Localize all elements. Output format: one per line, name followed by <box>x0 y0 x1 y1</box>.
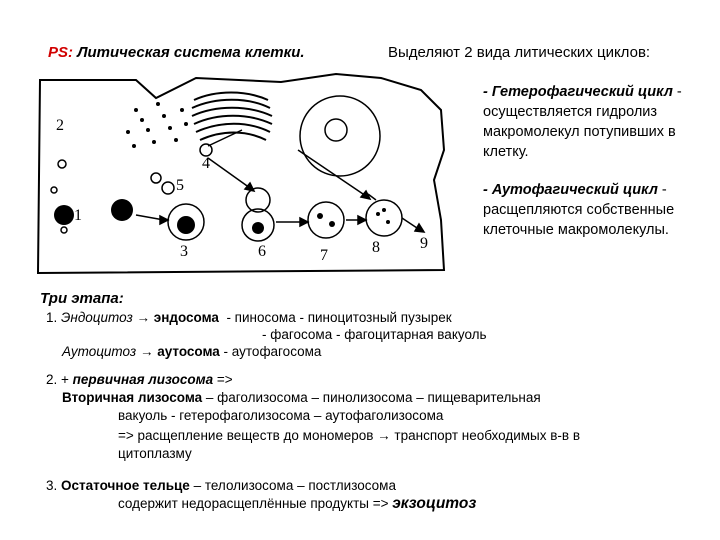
label-4: 4 <box>202 155 210 172</box>
autophagic-cycle-desc: - расщепляются собственные клеточные макромолекулы. <box>483 182 675 238</box>
label-7: 7 <box>320 247 328 264</box>
golgi-apparatus <box>192 93 272 141</box>
stage1-line3: Аутоцитоз → аутосома - аутофагосома <box>62 344 322 359</box>
pinosome-desc: - пиносома - пиноцитозный пузырек <box>226 310 452 325</box>
stage2-line1: 2. + первичная лизосома => <box>46 372 233 387</box>
heterophagic-cycle-desc: - осуществляется гидролиз макромолекул потупивших в клетку. <box>483 84 682 160</box>
stage2-line3: вакуоль - гетерофаголизосома – аутофаголизосома <box>118 408 444 423</box>
stage1-line2: - фагосома - фагоцитарная вакуоль <box>262 327 487 342</box>
cell-membrane <box>38 74 444 273</box>
dense-particle-outer <box>54 205 74 225</box>
autosome-term: аутосома <box>157 344 220 359</box>
autophagic-cycle <box>483 180 703 240</box>
residual-body-term: Остаточное тельце <box>61 478 190 493</box>
autophagic-cycle-name: - Аутофагический цикл <box>483 182 658 198</box>
phagolysosome <box>308 202 344 238</box>
rough-er <box>126 102 188 148</box>
stage1-line1: 1. Эндоцитоз → эндосома - пиносома - пиноцитозный пузырек <box>46 310 452 325</box>
label-9: 9 <box>420 235 428 252</box>
lytic-system-diagram <box>36 70 476 280</box>
label-6: 6 <box>258 243 266 260</box>
nucleolus <box>325 119 347 141</box>
stage3-line2: содержит недорасщеплённые продукты => экзоцитоз <box>118 495 477 512</box>
exocytosis-term: экзоцитоз <box>392 495 477 512</box>
label-1: 1 <box>74 207 82 224</box>
primary-lysosome-term: первичная лизосома <box>72 372 214 387</box>
heterophagic-cycle <box>483 82 703 162</box>
nucleus <box>300 96 380 176</box>
ps-prefix: PS: <box>48 44 74 61</box>
label-8: 8 <box>372 239 380 256</box>
residual-body <box>366 200 402 236</box>
label-5: 5 <box>176 177 184 194</box>
dense-particle <box>111 199 133 221</box>
stage3-line1: 3. Остаточное тельце – телолизосома – постлизосома <box>46 478 396 493</box>
stage2-line2: Вторичная лизосома – фаголизосома – пинолизосома – пищеварительная <box>62 390 541 405</box>
stage2-line4: => расщепление веществ до мономеров → транспорт необходимых в-в в <box>118 428 581 443</box>
heterophagic-cycle-name: - Гетерофагический цикл <box>483 84 673 100</box>
stages-heading: Три этапа: <box>40 290 124 307</box>
slide-title <box>48 44 305 61</box>
endocytosis-term: Эндоцитоз <box>61 310 133 325</box>
endosome-term: эндосома <box>153 310 219 325</box>
secondary-lysosome-term: Вторичная лизосома <box>62 390 203 405</box>
stage2-line5: цитоплазму <box>118 446 192 461</box>
cycles-intro: Выделяют 2 вида литических циклов: <box>388 44 651 61</box>
label-2: 2 <box>56 117 64 134</box>
autocytosis-term: Аутоцитоз <box>62 344 137 359</box>
title-text: Литическая система клетки. <box>77 44 305 61</box>
label-3: 3 <box>180 243 188 260</box>
